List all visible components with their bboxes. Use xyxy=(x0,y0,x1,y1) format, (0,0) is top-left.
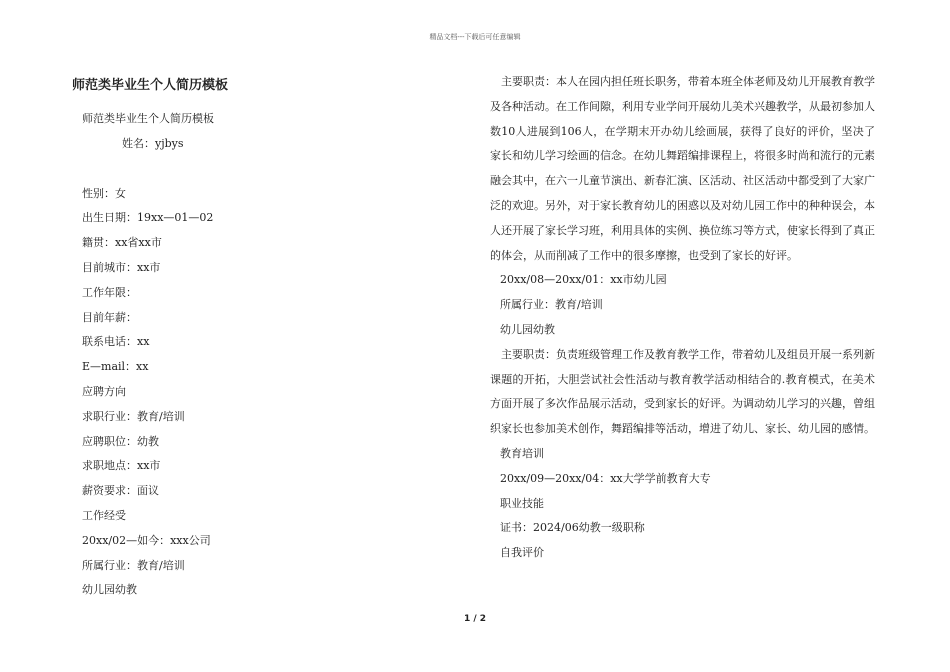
info-line: 薪资要求：面议 xyxy=(82,484,159,498)
info-line: 20xx/08—20xx/01：xx市幼儿园 xyxy=(500,273,667,287)
name-line: 姓名：yjbys xyxy=(122,136,184,150)
info-line: 工作年限： xyxy=(82,285,137,299)
info-line: 所属行业：教育/培训 xyxy=(82,558,185,572)
info-line: 所属行业：教育/培训 xyxy=(500,298,603,312)
duties-paragraph-2: 主要职责：负责班级管理工作及教育教学工作，带着幼儿及组员开展一系列新课题的开拓，大胆尝试社会性活动与教育教学活动相结合的.教育模式，在美术方面开展了多次作品展示活动，受到家长的好评。为调动幼儿学习的兴趣，曾组织家长也参加美术创作，舞蹈编排等活动，增进了幼儿、家长、幼儿园的感情。 xyxy=(490,347,875,436)
info-line: 目前年薪： xyxy=(82,310,137,324)
page-header: 精品文档---下载后可任意编辑 xyxy=(429,33,521,41)
info-line: E—mail：xx xyxy=(82,360,149,374)
document-title: 师范类毕业生个人简历模板 xyxy=(72,78,229,93)
info-line: 求职行业：教育/培训 xyxy=(82,409,185,423)
info-line: 目前城市：xx市 xyxy=(82,260,161,274)
info-line: 出生日期：19xx—01—02 xyxy=(82,211,214,225)
personal-info-list xyxy=(72,182,402,604)
page-number: 1 / 2 xyxy=(463,614,487,624)
info-line: 应聘方向 xyxy=(82,384,126,398)
info-line: 幼儿园幼教 xyxy=(82,583,137,597)
info-line: 20xx/02—如今：xxx公司 xyxy=(82,533,211,547)
left-column xyxy=(72,70,402,603)
info-line: 性别：女 xyxy=(82,186,126,200)
info-line: 证书：2024/06幼教一级职称 xyxy=(500,521,645,535)
info-line: 求职地点：xx市 xyxy=(82,459,161,473)
work-experience-list xyxy=(490,268,875,342)
info-line: 工作经受 xyxy=(82,508,126,522)
info-line: 职业技能 xyxy=(500,496,544,510)
info-line: 自我评价 xyxy=(500,546,544,560)
education-list xyxy=(490,442,875,566)
duties-paragraph-1: 主要职责：本人在园内担任班长职务，带着本班全体老师及幼儿开展教育教学及各种活动。在工作间隙，利用专业学问开展幼儿美术兴趣教学，从最初参加人数10人进展到106人，在学期末开办幼儿绘画展，获得了良好的评价，坚决了家长和幼儿学习绘画的信念。在幼儿舞蹈编排课程上，将很多时尚和流行的元素融会其中，在六一儿童节演出、新春汇演、区活动、社区活动中都受到了大家广泛的欢迎。另外，对于家长教育幼儿的困惑以及对幼儿园工作中的种种误会，本人还开展了家长学习班，利用具体的实例、换位练习等方式，使家长得到了真正的体会，从而削减了工作中的很多摩擦，也受到了家长的好评。 xyxy=(490,75,875,262)
info-line: 应聘职位：幼教 xyxy=(82,434,159,448)
subtitle: 师范类毕业生个人简历模板 xyxy=(82,112,214,125)
info-line: 教育培训 xyxy=(500,446,544,460)
info-line: 20xx/09—20xx/04：xx大学学前教育大专 xyxy=(500,471,711,485)
info-line: 幼儿园幼教 xyxy=(500,322,555,336)
right-column xyxy=(490,70,875,566)
info-line: 籍贯：xx省xx市 xyxy=(82,236,162,250)
info-line: 联系电话：xx xyxy=(82,335,150,349)
